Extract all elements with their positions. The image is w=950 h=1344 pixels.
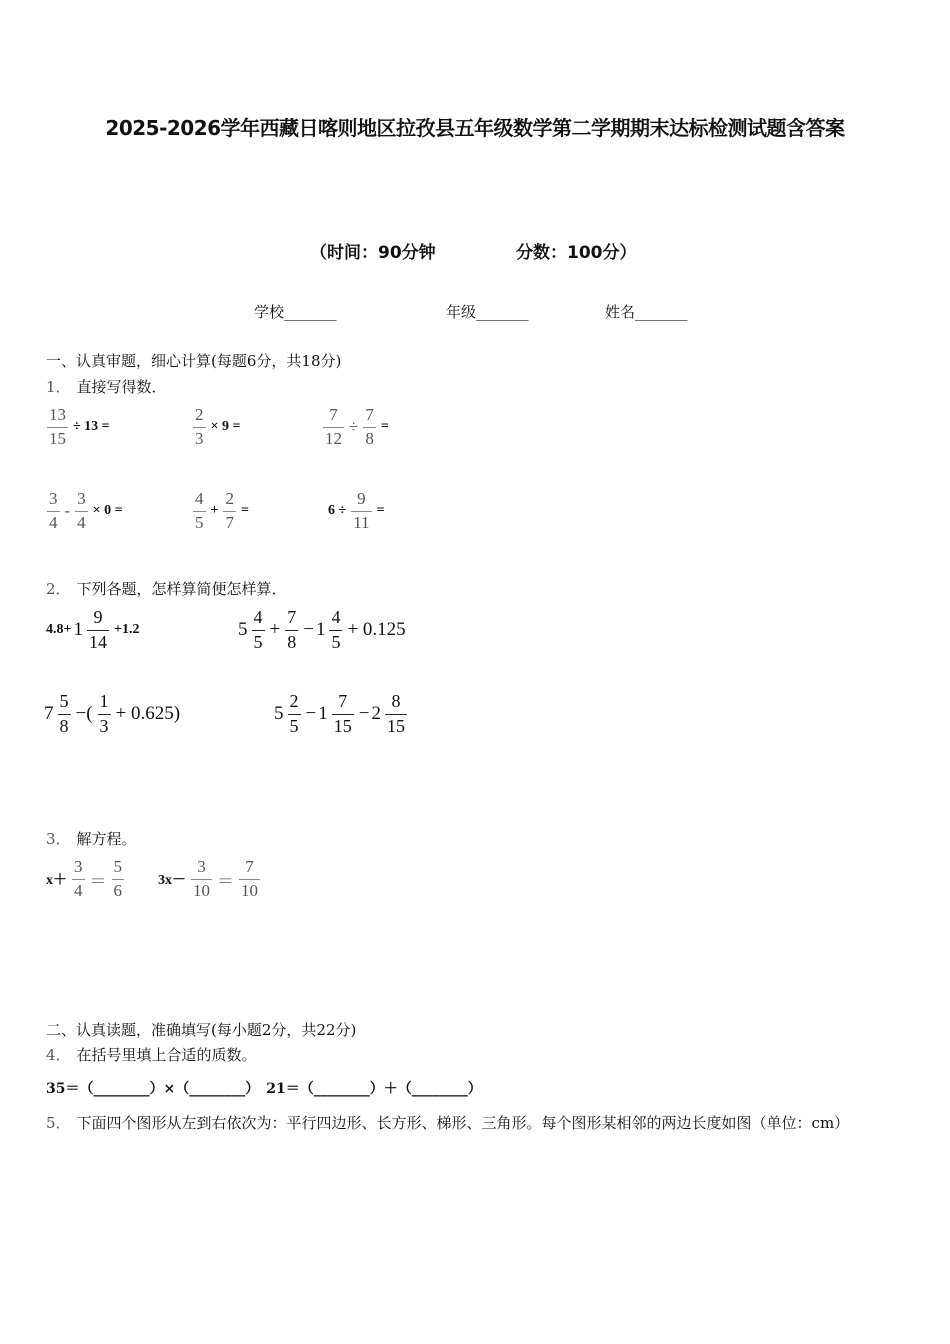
- numerator: 3: [197, 857, 206, 876]
- q1-item: [44, 490, 125, 532]
- fraction: [47, 406, 68, 448]
- fraction: [285, 608, 298, 653]
- question-text: 解方程。: [76, 830, 137, 848]
- denominator: 12: [325, 428, 342, 448]
- numerator: 9: [93, 607, 103, 627]
- denominator: 5: [289, 715, 299, 736]
- question-text: 下列各题，怎样算简便怎样算．: [76, 580, 287, 598]
- question-text: 直接写得数．: [76, 378, 167, 396]
- denominator: 3: [195, 428, 204, 448]
- fraction: [332, 692, 354, 737]
- whole-number: 1: [73, 619, 83, 641]
- page-title: 2025-2026学年西藏日喀则地区拉孜县五年级数学第二学期期末达标检测试题含答案: [105, 116, 845, 140]
- operator-text: ＝: [89, 871, 107, 891]
- q3-equation: [156, 858, 263, 900]
- fraction: [323, 406, 344, 448]
- section-2-heading: 二、认真读题，准确填写(每小题2分，共22分): [46, 1021, 357, 1039]
- fraction: [87, 608, 109, 653]
- name-field: 姓名_______: [605, 303, 688, 321]
- whole-number: 1: [315, 619, 326, 641]
- operator-text: 4.8+: [46, 622, 72, 638]
- question-1: [46, 376, 167, 397]
- fraction: [252, 608, 265, 653]
- operator-text: -: [64, 501, 71, 521]
- numerator: 9: [357, 489, 366, 508]
- whole-number: 7: [44, 703, 54, 725]
- denominator: 10: [241, 880, 258, 900]
- operator-text: x＋: [46, 873, 67, 889]
- operator-text: +: [269, 619, 281, 641]
- exam-time: （时间：90分钟: [310, 243, 436, 263]
- question-number: 3．: [46, 830, 71, 848]
- q1-item: [320, 406, 391, 448]
- operator-text: + 0.125: [347, 619, 406, 641]
- operator-text: −: [305, 703, 317, 725]
- fraction: [75, 490, 88, 532]
- operator-text: +1.2: [113, 622, 140, 638]
- fraction: [193, 406, 206, 448]
- denominator: 3: [99, 715, 109, 736]
- operator-text: −(: [75, 703, 93, 725]
- whole-number: 5: [274, 703, 284, 725]
- fraction: [191, 858, 212, 900]
- question-text: 在括号里填上合适的质数。: [76, 1046, 257, 1064]
- numerator: 7: [338, 691, 348, 711]
- numerator: 7: [365, 405, 374, 424]
- question-4: [46, 1044, 257, 1065]
- fraction: [58, 692, 71, 737]
- fraction: [385, 692, 407, 737]
- numerator: 8: [391, 691, 401, 711]
- question-3: [46, 828, 137, 849]
- denominator: 15: [333, 715, 352, 736]
- fraction: [239, 858, 260, 900]
- operator-text: ÷: [349, 417, 359, 437]
- operator-text: =: [376, 503, 385, 519]
- numerator: 7: [245, 857, 254, 876]
- denominator: 5: [331, 631, 341, 652]
- operator-text: =: [380, 419, 389, 435]
- numerator: 1: [99, 691, 109, 711]
- whole-number: 2: [371, 703, 381, 725]
- question-2: [46, 578, 287, 599]
- denominator: 15: [49, 428, 66, 448]
- operator-text: =: [240, 503, 249, 519]
- numerator: 3: [49, 489, 58, 508]
- numerator: 3: [74, 857, 83, 876]
- q3-equation: [44, 858, 127, 900]
- numerator: 2: [225, 489, 234, 508]
- numerator: 13: [49, 405, 66, 424]
- operator-text: + 0.625): [115, 703, 181, 725]
- numerator: 2: [195, 405, 204, 424]
- numerator: 7: [287, 607, 297, 627]
- denominator: 5: [253, 631, 263, 652]
- fraction: [193, 490, 206, 532]
- operator-text: −: [303, 619, 314, 641]
- denominator: 4: [74, 880, 83, 900]
- q2-item: [44, 692, 182, 737]
- numerator: 5: [113, 857, 122, 876]
- numerator: 3: [77, 489, 86, 508]
- operator-text: × 9 =: [210, 419, 241, 435]
- denominator: 7: [225, 512, 234, 532]
- numerator: 7: [329, 405, 338, 424]
- fraction: [351, 490, 371, 532]
- operator-text: ÷ 13 =: [73, 419, 110, 435]
- fraction: [288, 692, 301, 737]
- q2-item: [44, 608, 141, 653]
- operator-text: +: [210, 503, 219, 519]
- numerator: 4: [331, 607, 341, 627]
- denominator: 8: [287, 631, 297, 652]
- question-text: 下面四个图形从左到右依次为：平行四边形、长方形、梯形、三角形。每个图形某相邻的两边长度如图（单位：cm）: [76, 1114, 850, 1132]
- operator-text: × 0 =: [92, 503, 123, 519]
- grade-field: 年级_______: [446, 303, 529, 321]
- fraction: [98, 692, 111, 737]
- q1-item: [190, 490, 251, 532]
- operator-text: ＝: [217, 871, 234, 891]
- fraction: [112, 858, 125, 900]
- fraction: [329, 608, 342, 653]
- fraction: [72, 858, 85, 900]
- denominator: 5: [195, 512, 204, 532]
- numerator: 4: [253, 607, 263, 627]
- numerator: 5: [59, 691, 69, 711]
- denominator: 8: [59, 715, 69, 736]
- question-number: 5．: [46, 1114, 71, 1132]
- q2-item: [274, 692, 410, 737]
- denominator: 15: [386, 715, 405, 736]
- denominator: 6: [113, 880, 122, 900]
- exam-score: 分数：100分）: [516, 243, 637, 263]
- denominator: 11: [353, 512, 370, 532]
- operator-text: 6 ÷: [328, 503, 347, 519]
- q1-item: [44, 406, 112, 448]
- question-number: 2．: [46, 580, 71, 598]
- q1-item: [190, 406, 242, 448]
- operator-text: 3x－: [158, 873, 186, 889]
- question-number: 4．: [46, 1046, 71, 1064]
- operator-text: −: [358, 703, 370, 725]
- school-field: 学校_______: [254, 303, 337, 321]
- q4-fill-blanks: 35＝（________）×（________） 21＝（________）＋（________）: [46, 1081, 482, 1097]
- section-1-heading: 一、认真审题，细心计算(每题6分，共18分): [46, 352, 342, 370]
- denominator: 8: [365, 428, 374, 448]
- question-number: 1．: [46, 378, 71, 396]
- fraction: [223, 490, 236, 532]
- numerator: 4: [195, 489, 204, 508]
- denominator: 4: [49, 512, 58, 532]
- q2-item: [238, 608, 408, 653]
- whole-number: 5: [238, 619, 248, 641]
- denominator: 10: [193, 880, 210, 900]
- question-5: [46, 1112, 849, 1133]
- fraction: [47, 490, 60, 532]
- whole-number: 1: [318, 703, 328, 725]
- numerator: 2: [289, 691, 299, 711]
- denominator: 4: [77, 512, 86, 532]
- q1-item: [326, 490, 387, 532]
- fraction: [363, 406, 376, 448]
- denominator: 14: [88, 631, 107, 652]
